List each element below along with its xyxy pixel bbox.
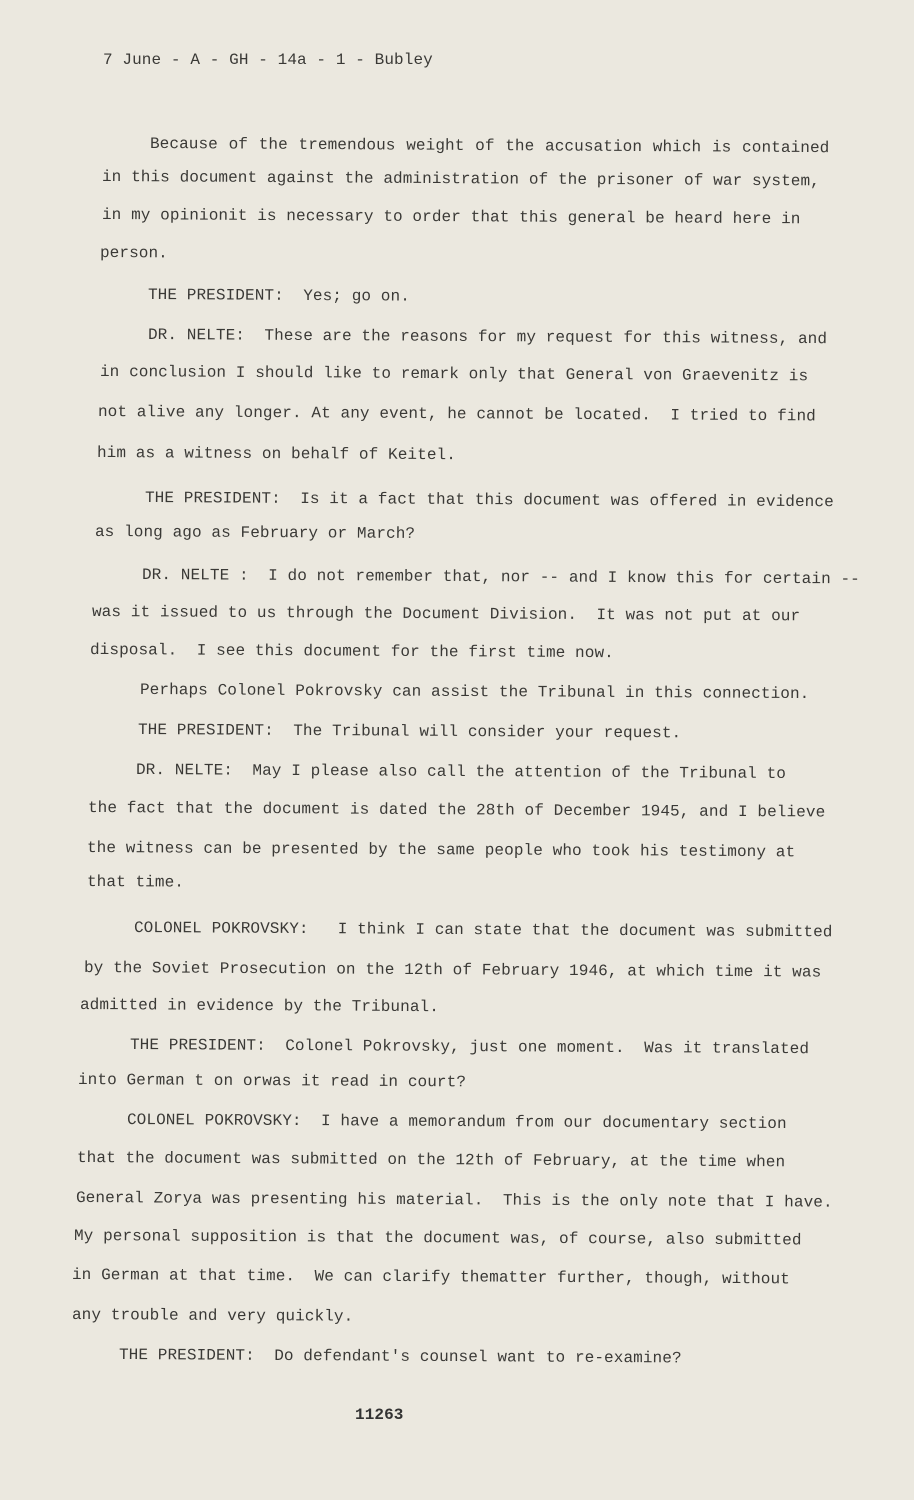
text-line: admitted in evidence by the Tribunal.: [79, 996, 440, 1017]
text-line: My personal supposition is that the document was, of course, also submitted: [73, 1227, 802, 1250]
speaker-line: THE PRESIDENT: Colonel Pokrovsky, just one moment. Was it translated: [129, 1036, 810, 1059]
text-line: the fact that the document is dated the 28th of December 1945, and I believe: [87, 799, 826, 822]
speaker-line: DR. NELTE : I do not remember that, nor -- and I know this for certain --: [141, 566, 860, 589]
text-line: into German t on orwas it read in court?: [77, 1071, 467, 1092]
text-line: as long ago as February or March?: [94, 523, 416, 543]
page-number: 11263: [355, 1406, 404, 1424]
text-line: any trouble and very quickly.: [71, 1306, 354, 1326]
page-header: 7 June - A - GH - 14a - 1 - Bubley: [103, 51, 433, 69]
speaker-line: DR. NELTE: May I please also call the attention of the Tribunal to: [135, 761, 787, 783]
speaker-line: THE PRESIDENT: Do defendant's counsel want to re-examine?: [118, 1346, 682, 1368]
text-line: in conclusion I should like to remark only that General von Graevenitz is: [99, 363, 809, 386]
text-line: not alive any longer. At any event, he cannot be located. I tried to find: [97, 403, 816, 426]
speaker-line: THE PRESIDENT: Is it a fact that this document was offered in evidence: [144, 489, 834, 512]
text-line: in German at that time. We can clarify thematter further, though, without: [71, 1266, 790, 1289]
text-line: Because of the tremendous weight of the accusation which is contained: [149, 135, 830, 158]
text-line: General Zorya was presenting his material. This is the only note that I have.: [75, 1189, 833, 1212]
speaker-line: DR. NELTE: These are the reasons for my request for this witness, and: [147, 326, 828, 349]
text-line: in my opinionit is necessary to order that this general be heard here in: [101, 206, 801, 229]
text-line: that the document was submitted on the 12th of February, at the time when: [76, 1149, 786, 1172]
text-line: him as a witness on behalf of Keitel.: [96, 444, 457, 465]
text-line: by the Soviet Prosecution on the 12th of February 1946, at which time it was: [83, 959, 822, 982]
speaker-line: COLONEL POKROVSKY: I have a memorandum from our documentary section: [126, 1111, 787, 1134]
text-line: in this document against the administration of the prisoner of war system,: [101, 168, 820, 191]
text-line: that time.: [86, 873, 185, 892]
speaker-line: COLONEL POKROVSKY: I think I can state that the document was submitted: [133, 919, 833, 942]
speaker-line: THE PRESIDENT: Yes; go on.: [147, 286, 411, 306]
text-line: disposal. I see this document for the first time now.: [89, 641, 614, 663]
speaker-line: THE PRESIDENT: The Tribunal will consider your request.: [137, 721, 682, 743]
text-line: person.: [99, 244, 168, 263]
text-line: Perhaps Colonel Pokrovsky can assist the Tribunal in this connection.: [139, 681, 810, 704]
text-line: the witness can be presented by the same people who took his testimony at: [86, 839, 796, 862]
text-line: was it issued to us through the Document Division. It was not put at our: [91, 603, 801, 626]
